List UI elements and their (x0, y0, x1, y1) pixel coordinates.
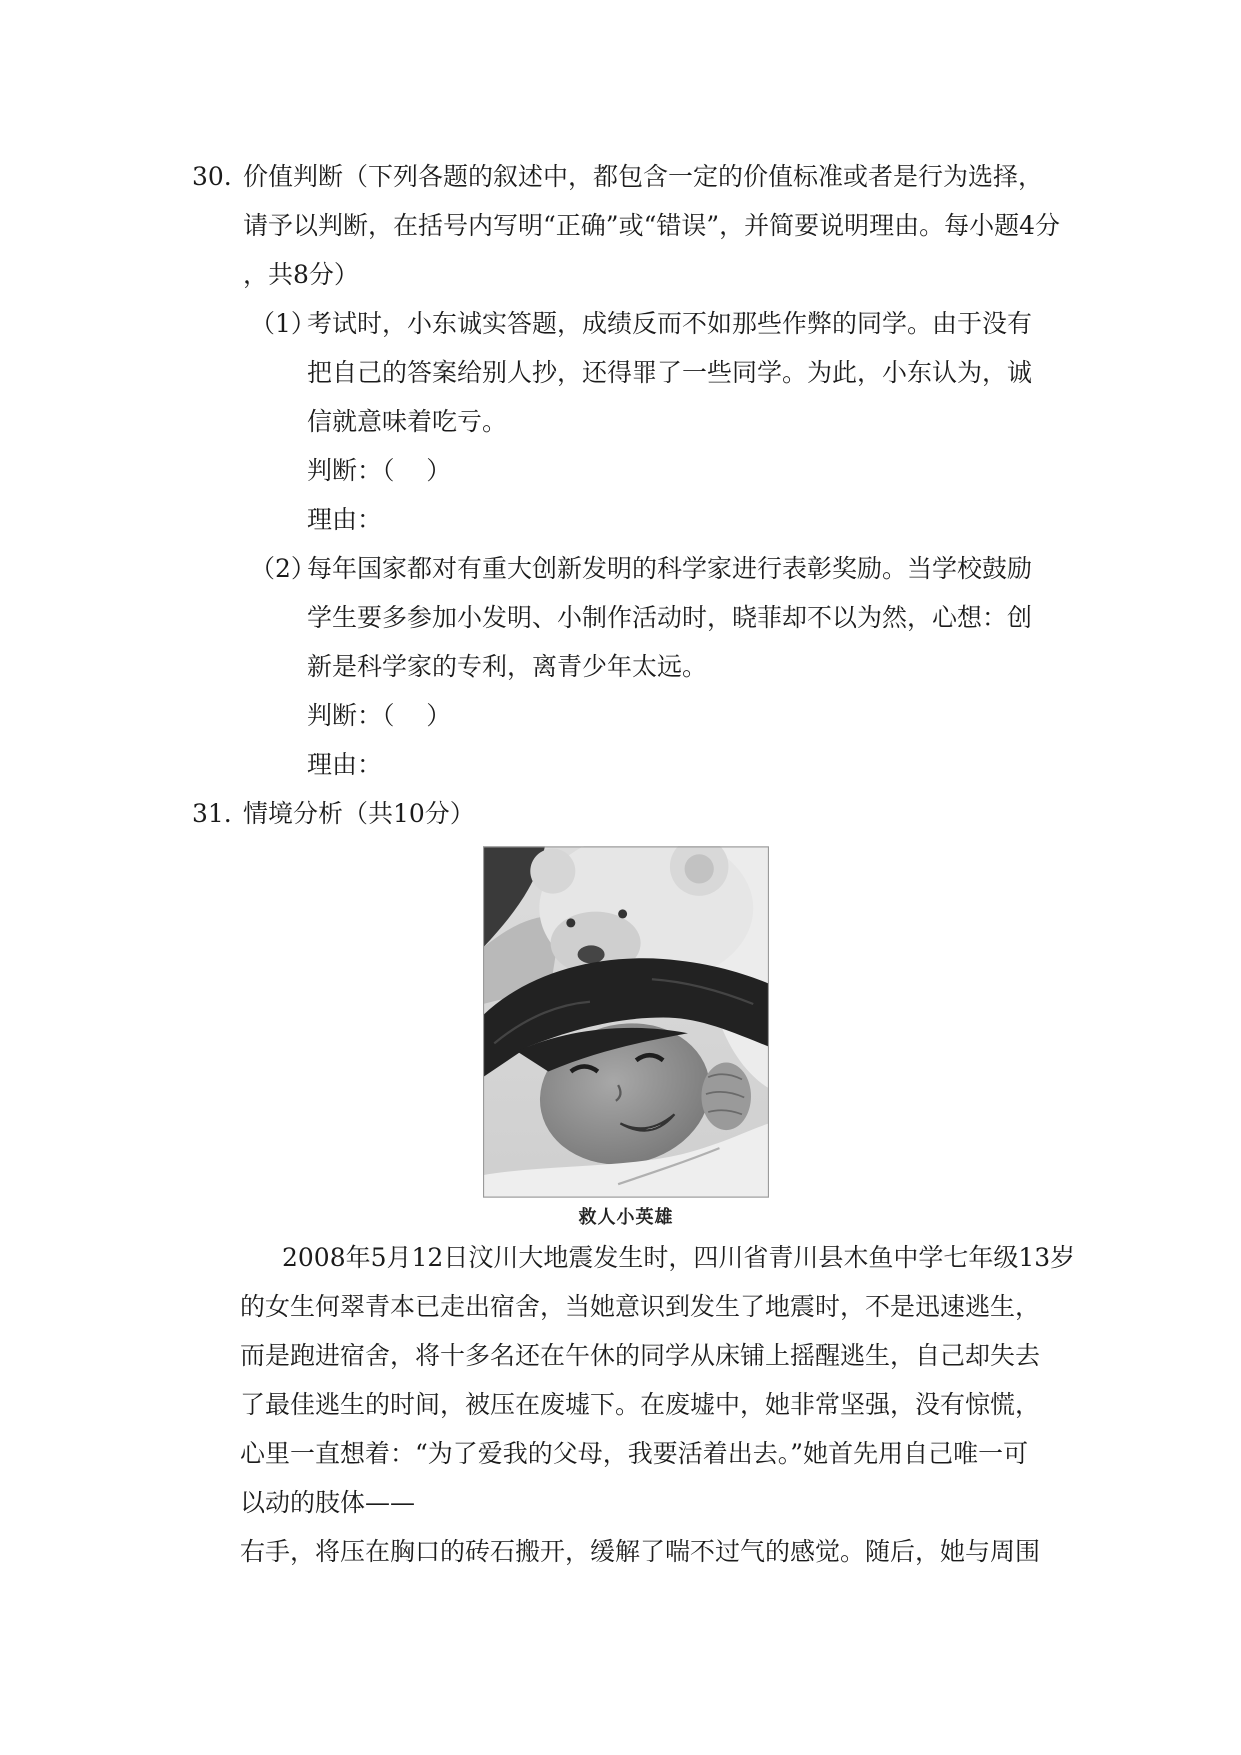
page-content (0, 152, 1241, 1576)
q31-figure (483, 846, 769, 1233)
q30-item-2-line-1 (0, 544, 1241, 593)
q30-item-1-text-1: 考试时，小东诚实答题，成绩反而不如那些作弊的同学。由于没有 (307, 309, 1033, 338)
q30-instruction-line-3: ，共8分） (243, 260, 359, 289)
q31-paragraph-line-6: 以动的肢体—— (240, 1488, 416, 1517)
q31-title: 情境分析（共10分） (243, 799, 475, 828)
q30-number: 30. (192, 162, 232, 191)
q30-item-2-text-3: 新是科学家的专利，离青少年太远。 (307, 652, 708, 681)
q30-item-2-text-1: 每年国家都对有重大创新发明的科学家进行表彰奖励。当学校鼓励 (307, 554, 1033, 583)
q30-item-1-judgment: 判断：（ ） (307, 456, 452, 485)
q30-item-1-label: （1） (250, 309, 316, 338)
q30-item-2-text-2: 学生要多参加小发明、小制作活动时，晓菲却不以为然，心想：创 (307, 603, 1033, 632)
q30-item-1-reason: 理由： (307, 505, 383, 534)
q31-paragraph-line-4: 了最佳逃生的时间，被压在废墟下。在废墟中，她非常坚强，没有惊慌， (240, 1390, 1041, 1419)
q30-item-1-text-3: 信就意味着吃亏。 (307, 407, 508, 436)
q31-paragraph-line-2: 的女生何翠青本已走出宿舍，当她意识到发生了地震时，不是迅速逃生， (240, 1292, 1041, 1321)
q30-item-1-line-1 (0, 299, 1241, 348)
girl-photo (483, 846, 769, 1198)
q30-item-1-text-2: 把自己的答案给别人抄，还得罪了一些同学。为此，小东认为，诚 (307, 358, 1033, 387)
q30-item-2-reason: 理由： (307, 750, 383, 779)
q31-paragraph-line-1: 2008年5月12日汶川大地震发生时，四川省青川县木鱼中学七年级13岁 (282, 1243, 1076, 1272)
q30-item-2-judgment: 判断：（ ） (307, 701, 452, 730)
q30-instruction-line-1: 价值判断（下列各题的叙述中，都包含一定的价值标准或者是行为选择， (243, 162, 1044, 191)
figure-caption: 救人小英雄 (578, 1207, 674, 1228)
q31-paragraph-line-3: 而是跑进宿舍，将十多名还在午休的同学从床铺上摇醒逃生，自己却失去 (240, 1341, 1041, 1370)
q30-item-2-label: （2） (250, 554, 316, 583)
q31-heading (0, 789, 1241, 838)
q31-paragraph-line-5: 心里一直想着：“为了爱我的父母，我要活着出去。”她首先用自己唯一可 (240, 1439, 1029, 1468)
q31-number: 31. (192, 799, 232, 828)
q31-paragraph-line-7: 右手，将压在胸口的砖石搬开，缓解了喘不过气的感觉。随后，她与周围 (240, 1537, 1041, 1566)
q30-heading (0, 152, 1241, 201)
q30-instruction-line-2: 请予以判断，在括号内写明“正确”或“错误”，并简要说明理由。每小题4分 (243, 211, 1061, 240)
